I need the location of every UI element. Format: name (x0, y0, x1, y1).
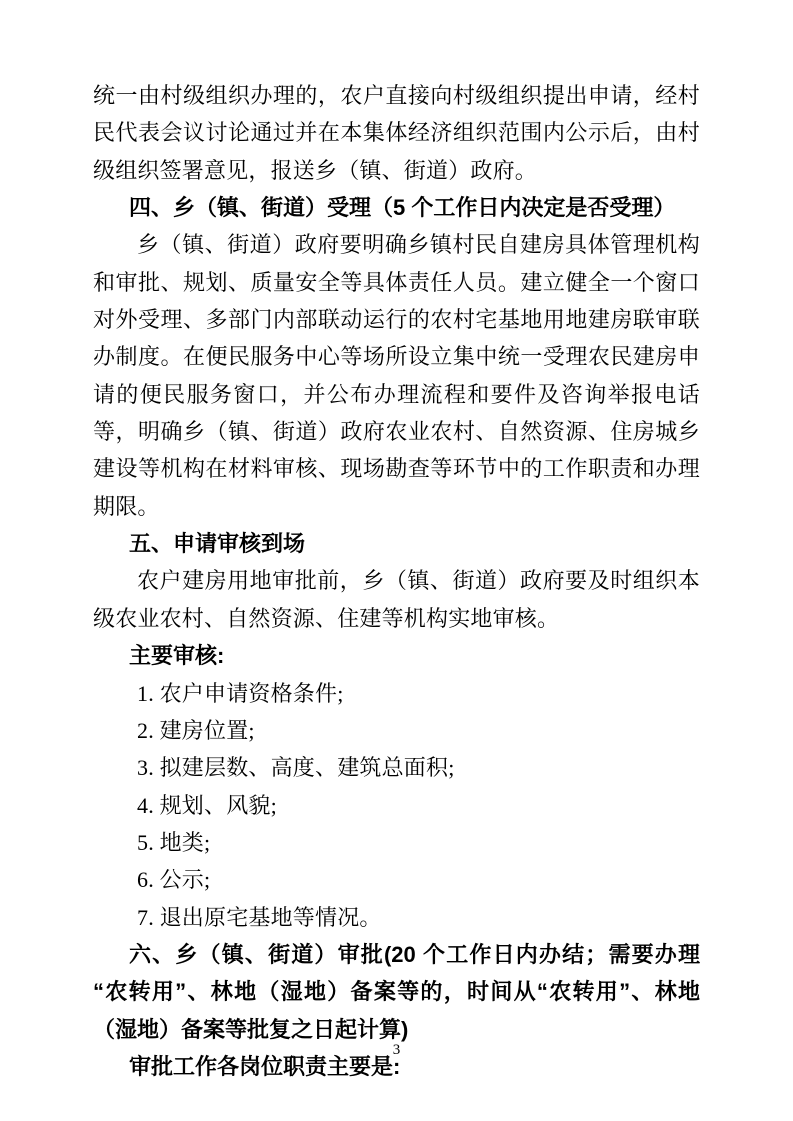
section-5-heading: 五、申请审核到场 (129, 531, 306, 557)
review-item-4: 4. 规划、风貌; (137, 792, 277, 818)
document-content (93, 0, 700, 1085)
section-6-heading: 六、乡（镇、街道）审批(20 个工作日内办结；需要办理“农转用”、林地（湿地）备案等的，时间从“农转用”、林地（湿地）备案等批复之日起计算) (93, 941, 700, 1042)
review-item-1: 1. 农户申请资格条件; (137, 680, 344, 706)
paragraph-continuation: 统一由村级组织办理的，农户直接向村级组织提出申请，经村民代表会议讨论通过并在本集体经济组织范围内公示后，由村级组织签署意见，报送乡（镇、街道）政府。 (93, 83, 700, 183)
section-4-heading: 四、乡（镇、街道）受理（5 个工作日内决定是否受理） (129, 195, 676, 221)
review-item-2: 2. 建房位置; (137, 717, 255, 743)
duties-label: 审批工作各岗位职责主要是: (129, 1053, 401, 1079)
review-item-6: 6. 公示; (137, 867, 211, 893)
review-item-7: 7. 退出原宅基地等情况。 (137, 904, 382, 930)
review-checklist-label: 主要审核: (129, 643, 225, 669)
review-item-3: 3. 拟建层数、高度、建筑总面积; (137, 755, 455, 781)
section-5-paragraph: 农户建房用地审批前，乡（镇、街道）政府要及时组织本级农业农村、自然资源、住建等机构实地审核。 (93, 568, 700, 631)
page-number: 3 (392, 1042, 401, 1058)
review-item-5: 5. 地类; (137, 829, 211, 855)
section-4-paragraph: 乡（镇、街道）政府要明确乡镇村民自建房具体管理机构和审批、规划、质量安全等具体责任人员。建立健全一个窗口对外受理、多部门内部联动运行的农村宅基地用地建房联审联办制度。在便民服务中心等场所设立集中统一受理农民建房申请的便民服务窗口，并公布办理流程和要件及咨询举报电话等，明确乡（镇、街道）政府农业农村、自然资源、住房城乡建设等机构在材料审核、现场勘查等环节中的工作职责和办理期限。 (93, 232, 700, 519)
review-checklist (93, 675, 700, 936)
